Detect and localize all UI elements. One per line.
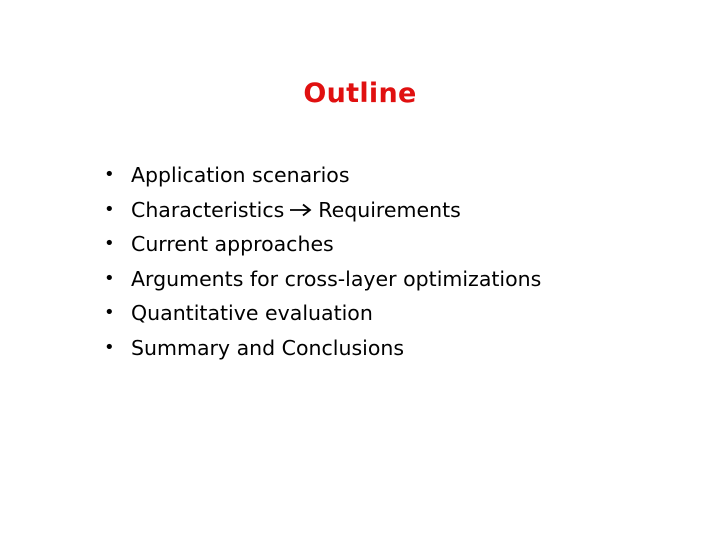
bullet-icon: •: [104, 336, 115, 358]
outline-list: [104, 158, 541, 366]
list-item: [104, 262, 541, 297]
right-arrow-icon: [288, 194, 314, 228]
list-item-text: Current approaches: [131, 232, 334, 257]
bullet-icon: •: [104, 233, 115, 255]
list-item-text: Application scenarios: [131, 163, 350, 187]
list-item: [104, 227, 541, 262]
bullet-icon: •: [104, 267, 115, 289]
list-item: [104, 296, 541, 331]
list-item-text: Quantitative evaluation: [131, 301, 373, 326]
list-item-text-before-arrow: Characteristics: [131, 197, 285, 222]
bullet-icon: •: [104, 198, 115, 220]
bullet-icon: •: [104, 164, 115, 185]
list-item: [104, 158, 541, 193]
list-item: [104, 193, 541, 228]
bullet-icon: •: [104, 302, 115, 324]
list-item: [104, 331, 541, 366]
slide-title: Outline: [303, 78, 417, 109]
list-item-text: Arguments for cross-layer optimizations: [131, 266, 542, 291]
list-item-text: Summary and Conclusions: [131, 335, 405, 360]
list-item-text-after-arrow: Requirements: [318, 197, 461, 222]
